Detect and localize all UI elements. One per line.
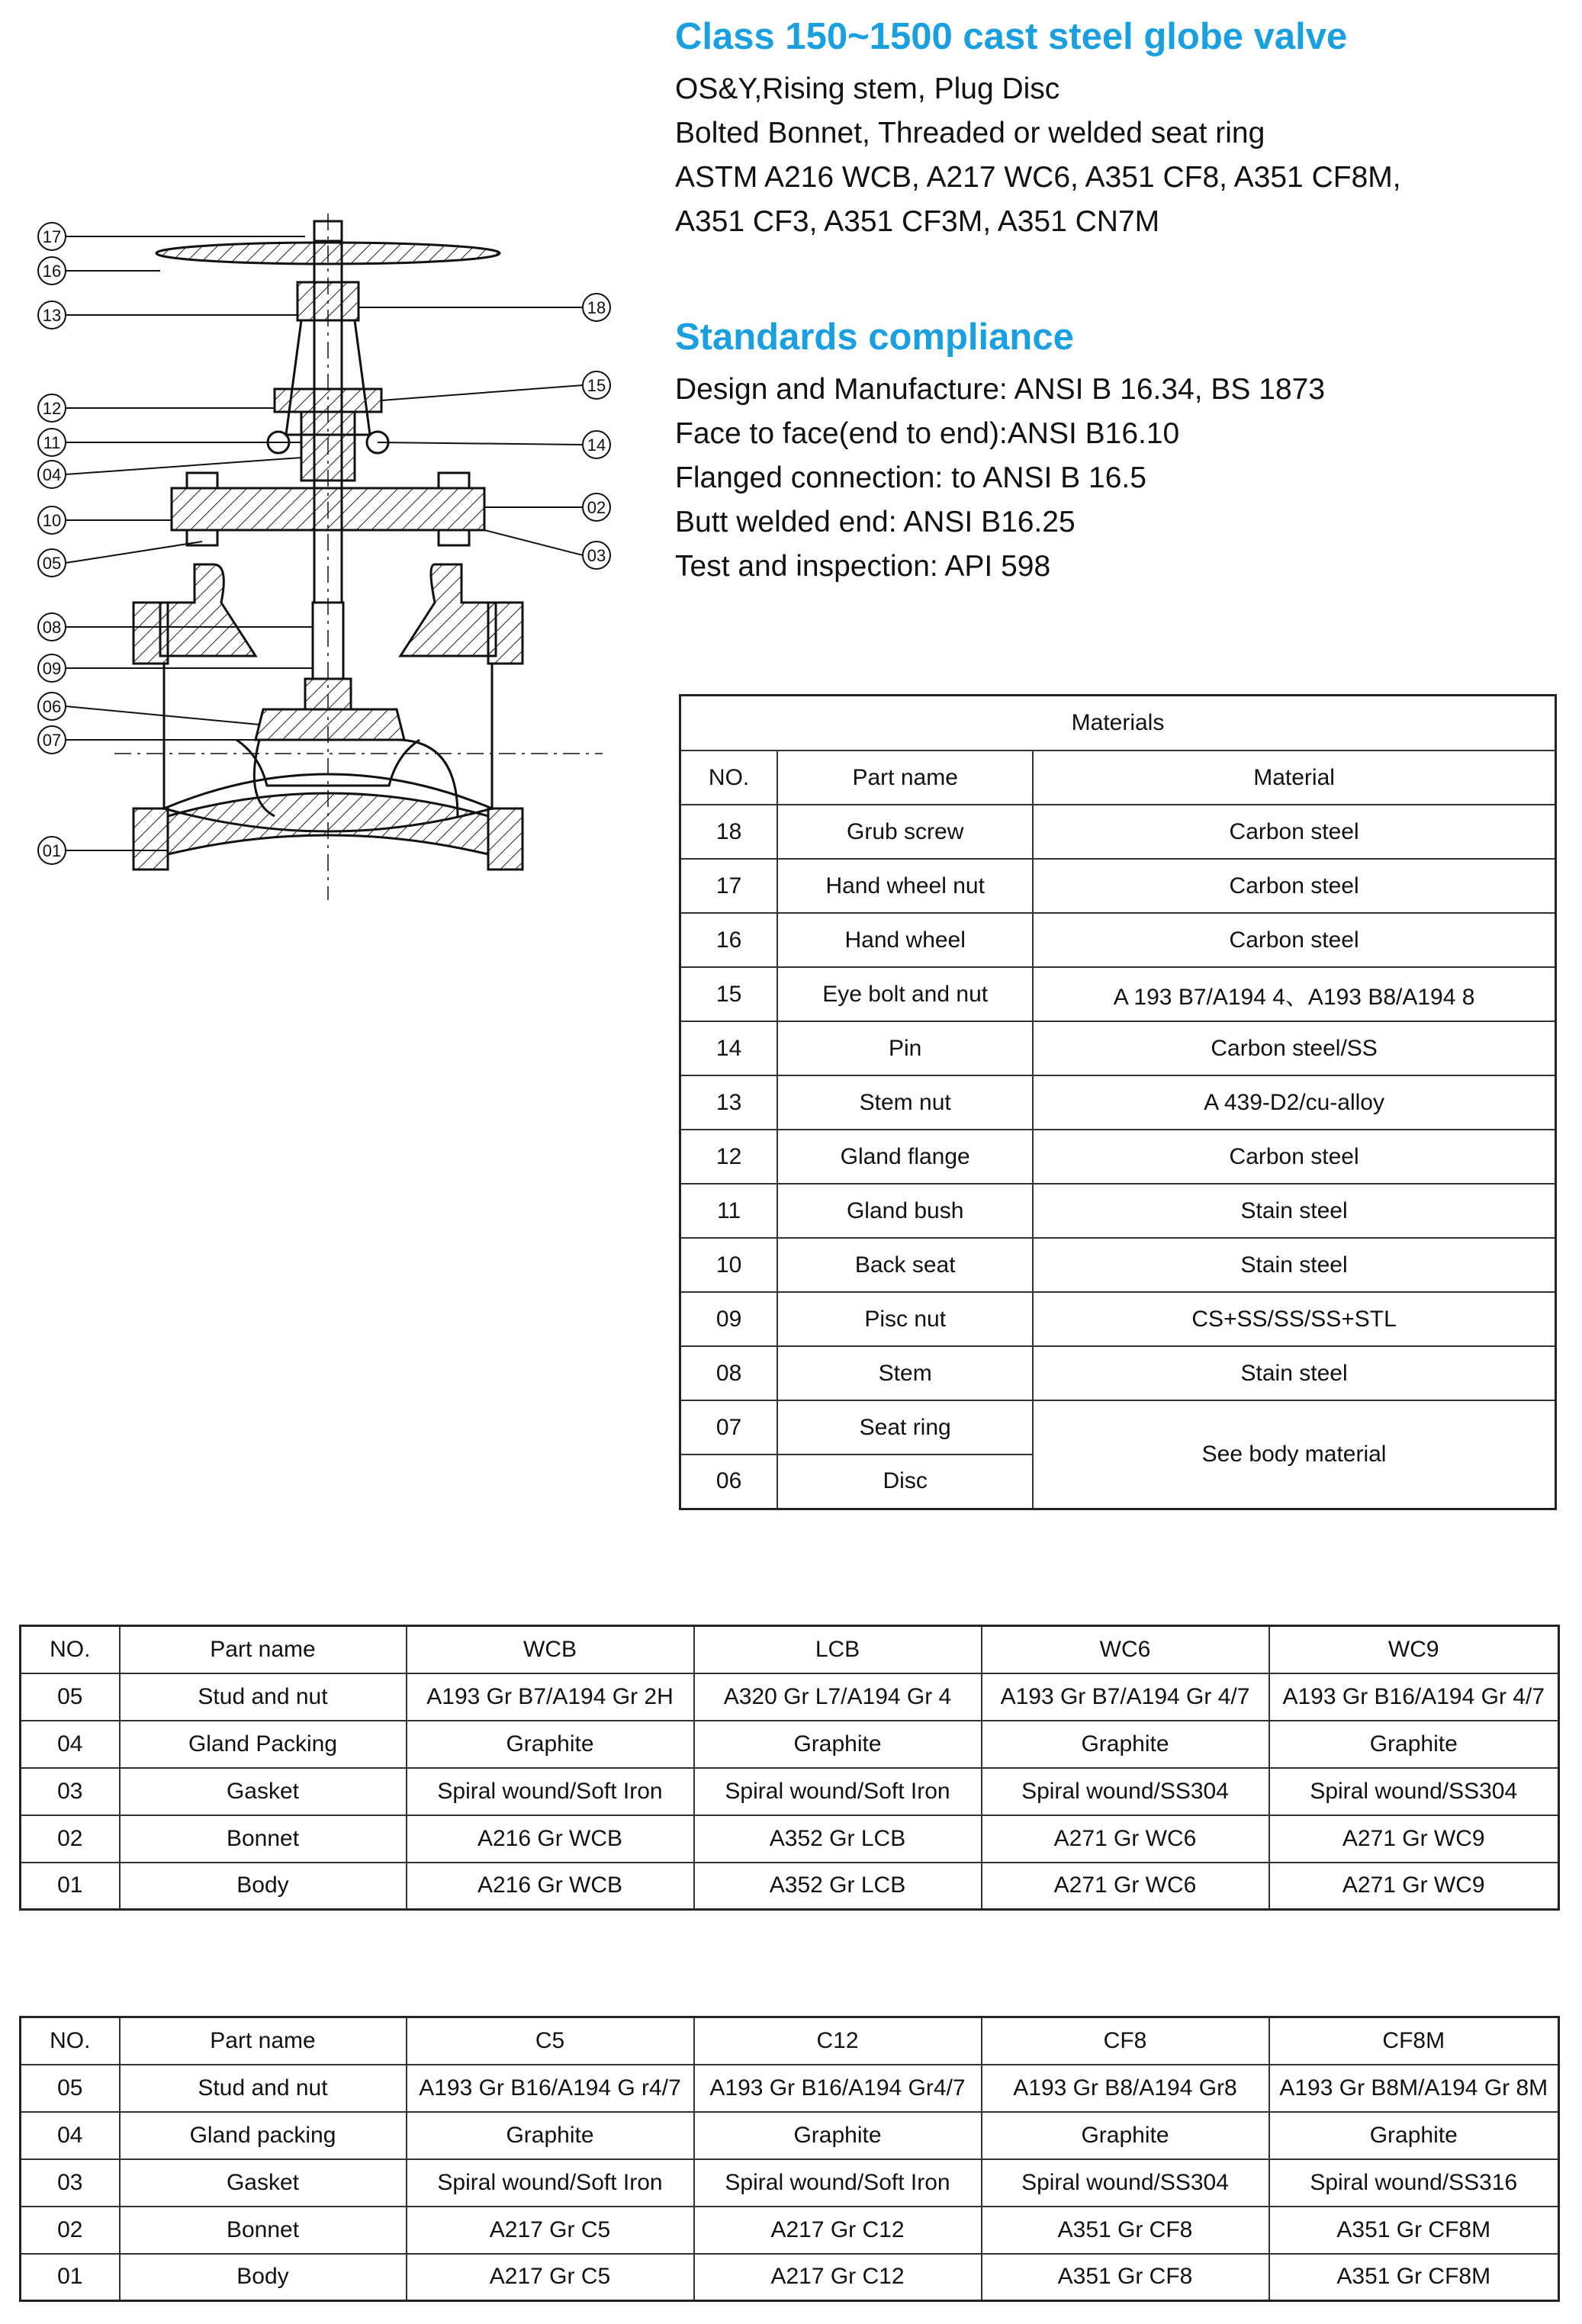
callout-04 <box>38 458 301 488</box>
column-header: WC9 <box>1269 1626 1559 1673</box>
cell: Stain steel <box>1033 1184 1555 1238</box>
callout-label: 15 <box>587 376 606 395</box>
cell: 01 <box>21 1863 120 1910</box>
cell: 05 <box>21 2065 120 2112</box>
cell: Back seat <box>777 1238 1033 1292</box>
cell: 08 <box>680 1346 778 1400</box>
table-row <box>21 2254 1559 2301</box>
column-header: Part name <box>120 2017 407 2065</box>
cell: A352 Gr LCB <box>694 1815 982 1863</box>
cell: Bonnet <box>120 1815 407 1863</box>
cell: A352 Gr LCB <box>694 1863 982 1910</box>
table-row <box>680 805 1556 859</box>
cell: Graphite <box>982 1721 1269 1768</box>
cell: A351 Gr CF8M <box>1269 2254 1559 2301</box>
spec-line: A351 CF3, A351 CF3M, A351 CN7M <box>675 205 1160 238</box>
cell: A216 Gr WCB <box>407 1815 694 1863</box>
table-row <box>680 1292 1556 1346</box>
cell: 17 <box>680 859 778 913</box>
grade-table-c5-cf8m <box>19 2016 1560 2302</box>
cell: Body <box>120 2254 407 2301</box>
column-header: Part name <box>120 1626 407 1673</box>
valve-cross-section-diagram <box>31 206 641 908</box>
column-header: WC6 <box>982 1626 1269 1673</box>
cell: 06 <box>680 1455 778 1509</box>
cell: 03 <box>21 1768 120 1815</box>
cell: A271 Gr WC6 <box>982 1863 1269 1910</box>
table-row <box>21 1815 1559 1863</box>
cell: Gland packing <box>120 2112 407 2159</box>
spec-line: Bolted Bonnet, Threaded or welded seat ring <box>675 117 1265 149</box>
cell: Spiral wound/SS304 <box>982 2159 1269 2207</box>
materials-caption: Materials <box>680 696 1556 751</box>
cell: Gland bush <box>777 1184 1033 1238</box>
cell: Carbon steel <box>1033 1130 1555 1184</box>
cell: Spiral wound/SS304 <box>1269 1768 1559 1815</box>
spec-line: ASTM A216 WCB, A217 WC6, A351 CF8, A351 CF8M, <box>675 161 1401 194</box>
cell: Graphite <box>407 1721 694 1768</box>
cell: 01 <box>21 2254 120 2301</box>
callout-label: 12 <box>42 399 62 418</box>
table-row <box>680 1346 1556 1400</box>
cell: A271 Gr WC9 <box>1269 1815 1559 1863</box>
column-header: CF8M <box>1269 2017 1559 2065</box>
column-header: C12 <box>694 2017 982 2065</box>
column-header: NO. <box>21 1626 120 1673</box>
cell: A 193 B7/A194 4、A193 B8/A194 8 <box>1033 967 1555 1021</box>
callout-07 <box>38 726 259 754</box>
cell: A217 Gr C12 <box>694 2207 982 2254</box>
callout-label: 04 <box>42 465 62 484</box>
cell: 16 <box>680 913 778 967</box>
cell: A351 Gr CF8M <box>1269 2207 1559 2254</box>
column-header: C5 <box>407 2017 694 2065</box>
cell: Carbon steel <box>1033 805 1555 859</box>
cell: Gland flange <box>777 1130 1033 1184</box>
cell: 14 <box>680 1021 778 1075</box>
cell: Stain steel <box>1033 1346 1555 1400</box>
product-title: Class 150~1500 cast steel globe valve <box>675 16 1348 57</box>
column-header: CF8 <box>982 2017 1269 2065</box>
cell: Carbon steel <box>1033 859 1555 913</box>
cell: Graphite <box>694 1721 982 1768</box>
callout-label: 08 <box>42 618 62 637</box>
cell: 13 <box>680 1075 778 1130</box>
table-row <box>680 1130 1556 1184</box>
cell: A271 Gr WC6 <box>982 1815 1269 1863</box>
cell: A217 Gr C12 <box>694 2254 982 2301</box>
cell: 09 <box>680 1292 778 1346</box>
table-row <box>21 1673 1559 1721</box>
grade-table-wcb-wc9 <box>19 1625 1560 1911</box>
standards-block <box>675 314 1552 589</box>
standard-line: Design and Manufacture: ANSI B 16.34, BS 1873 <box>675 373 1326 406</box>
callout-12 <box>38 394 275 422</box>
column-header: WCB <box>407 1626 694 1673</box>
callout-label: 05 <box>42 554 62 573</box>
cell: Stem <box>777 1346 1033 1400</box>
cell: Graphite <box>982 2112 1269 2159</box>
cell: Bonnet <box>120 2207 407 2254</box>
table-row <box>21 2112 1559 2159</box>
standard-line: Test and inspection: API 598 <box>675 550 1051 583</box>
callout-11 <box>38 429 301 456</box>
cell: CS+SS/SS/SS+STL <box>1033 1292 1555 1346</box>
callout-13 <box>38 301 297 329</box>
callout-label: 01 <box>42 841 62 860</box>
table-row <box>21 2207 1559 2254</box>
callout-14 <box>378 431 610 458</box>
callout-09 <box>38 654 313 682</box>
cell: A193 Gr B8M/A194 Gr 8M <box>1269 2065 1559 2112</box>
cell: 02 <box>21 1815 120 1863</box>
cell: 18 <box>680 805 778 859</box>
callout-label: 16 <box>42 262 62 281</box>
cell: A 439-D2/cu-alloy <box>1033 1075 1555 1130</box>
callout-15 <box>381 371 610 400</box>
spec-line: OS&Y,Rising stem, Plug Disc <box>675 72 1060 105</box>
table-row <box>21 2065 1559 2112</box>
materials-table <box>679 694 1557 1510</box>
cell: A320 Gr L7/A194 Gr 4 <box>694 1673 982 1721</box>
table-row <box>680 1184 1556 1238</box>
cell: A351 Gr CF8 <box>982 2207 1269 2254</box>
cell: A271 Gr WC9 <box>1269 1863 1559 1910</box>
cell: 02 <box>21 2207 120 2254</box>
cell: A217 Gr C5 <box>407 2207 694 2254</box>
callout-06 <box>38 693 259 725</box>
cell: 15 <box>680 967 778 1021</box>
cell: Graphite <box>1269 1721 1559 1768</box>
callout-label: 13 <box>42 306 62 325</box>
cell: Stem nut <box>777 1075 1033 1130</box>
table-row <box>680 913 1556 967</box>
cell: Pin <box>777 1021 1033 1075</box>
cell: A351 Gr CF8 <box>982 2254 1269 2301</box>
cell: Gasket <box>120 2159 407 2207</box>
callout-label: 10 <box>42 511 62 530</box>
table-row <box>680 1021 1556 1075</box>
cell: A193 Gr B7/A194 Gr 2H <box>407 1673 694 1721</box>
table-row <box>680 967 1556 1021</box>
cell: Spiral wound/Soft Iron <box>407 1768 694 1815</box>
column-header: Part name <box>777 751 1033 805</box>
callout-label: 07 <box>42 731 62 750</box>
standard-line: Flanged connection: to ANSI B 16.5 <box>675 461 1146 494</box>
callout-05 <box>38 542 202 577</box>
cell: Disc <box>777 1455 1033 1509</box>
column-header: LCB <box>694 1626 982 1673</box>
cell: Gland Packing <box>120 1721 407 1768</box>
cell: Carbon steel <box>1033 913 1555 967</box>
cell: 03 <box>21 2159 120 2207</box>
callout-label: 11 <box>43 433 61 452</box>
cell: A193 Gr B16/A194 Gr 4/7 <box>1269 1673 1559 1721</box>
cell: 10 <box>680 1238 778 1292</box>
cell: A216 Gr WCB <box>407 1863 694 1910</box>
cell: A193 Gr B7/A194 Gr 4/7 <box>982 1673 1269 1721</box>
cell: A217 Gr C5 <box>407 2254 694 2301</box>
cell: Spiral wound/Soft Iron <box>407 2159 694 2207</box>
cell: A193 Gr B16/A194 Gr4/7 <box>694 2065 982 2112</box>
standards-title: Standards compliance <box>675 317 1074 358</box>
table-row <box>680 859 1556 913</box>
cell: Graphite <box>694 2112 982 2159</box>
cell: Spiral wound/Soft Iron <box>694 2159 982 2207</box>
cell: Body <box>120 1863 407 1910</box>
callout-label: 18 <box>587 298 606 317</box>
cell: Spiral wound/SS316 <box>1269 2159 1559 2207</box>
column-header: NO. <box>680 751 778 805</box>
callout-label: 17 <box>42 227 62 246</box>
cell: 07 <box>680 1400 778 1455</box>
cell: Hand wheel <box>777 913 1033 967</box>
table-row <box>21 2159 1559 2207</box>
cell: Stud and nut <box>120 2065 407 2112</box>
table-row <box>21 1863 1559 1910</box>
cell: Grub screw <box>777 805 1033 859</box>
cell: 11 <box>680 1184 778 1238</box>
cell: A193 Gr B16/A194 G r4/7 <box>407 2065 694 2112</box>
cell: A193 Gr B8/A194 Gr8 <box>982 2065 1269 2112</box>
callout-label: 06 <box>42 697 62 716</box>
table-row <box>680 1238 1556 1292</box>
standard-line: Face to face(end to end):ANSI B16.10 <box>675 417 1180 450</box>
table-row <box>680 1075 1556 1130</box>
callout-label: 09 <box>42 659 62 678</box>
cell: Pisc nut <box>777 1292 1033 1346</box>
cell: 04 <box>21 2112 120 2159</box>
column-header: Material <box>1033 751 1555 805</box>
cell: 04 <box>21 1721 120 1768</box>
cell: Stud and nut <box>120 1673 407 1721</box>
table-row <box>21 1768 1559 1815</box>
table-row <box>680 1400 1556 1455</box>
cell: Spiral wound/Soft Iron <box>694 1768 982 1815</box>
cell: 05 <box>21 1673 120 1721</box>
cell: Spiral wound/SS304 <box>982 1768 1269 1815</box>
callout-label: 14 <box>587 436 606 455</box>
cell: 12 <box>680 1130 778 1184</box>
product-header <box>675 14 1552 244</box>
cell: See body material <box>1033 1400 1555 1509</box>
cell: Eye bolt and nut <box>777 967 1033 1021</box>
cell: Seat ring <box>777 1400 1033 1455</box>
callout-18 <box>359 294 610 321</box>
cell: Graphite <box>407 2112 694 2159</box>
cell: Graphite <box>1269 2112 1559 2159</box>
cell: Carbon steel/SS <box>1033 1021 1555 1075</box>
column-header: NO. <box>21 2017 120 2065</box>
callout-label: 03 <box>587 546 606 565</box>
cell: Hand wheel nut <box>777 859 1033 913</box>
cell: Stain steel <box>1033 1238 1555 1292</box>
table-row <box>21 1721 1559 1768</box>
standard-line: Butt welded end: ANSI B16.25 <box>675 506 1076 538</box>
callout-label: 02 <box>587 498 606 517</box>
cell: Gasket <box>120 1768 407 1815</box>
